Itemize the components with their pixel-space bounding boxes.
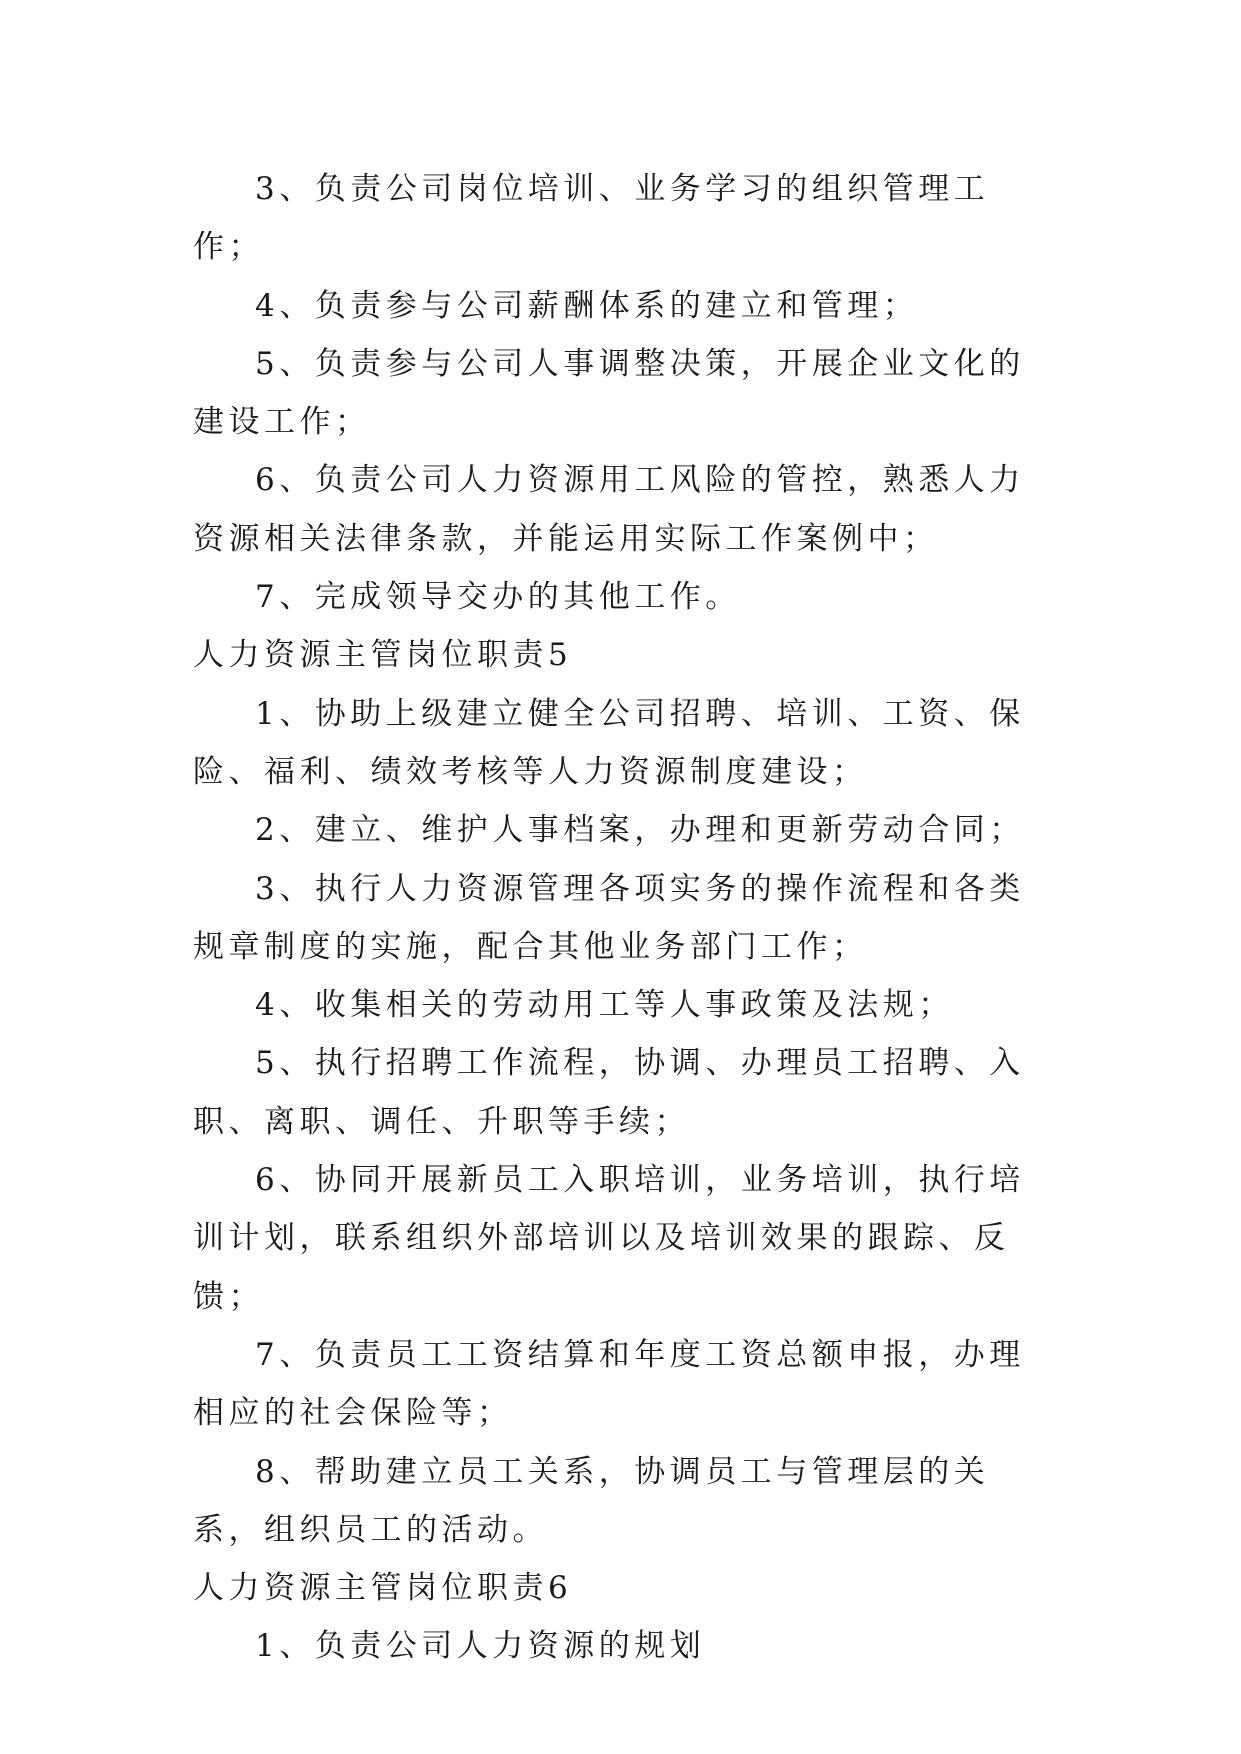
- paragraph-item: 7、负责员工工资结算和年度工资总额申报，办理相应的社会保险等；: [193, 1336, 1025, 1432]
- paragraph-item: 5、执行招聘工作流程，协调、办理员工招聘、入职、离职、调任、升职等手续；: [193, 1045, 1025, 1140]
- paragraph-item: 3、负责公司岗位培训、业务学习的组织管理工作；: [193, 171, 990, 266]
- paragraph-item: 1、负责公司人力资源的规划: [255, 1628, 706, 1665]
- section-heading: 人力资源主管岗位职责5: [193, 637, 573, 674]
- paragraph-item: 2、建立、维护人事档案，办理和更新劳动合同；: [255, 812, 1025, 849]
- paragraph-item: 8、帮助建立员工关系，协调员工与管理层的关系，组织员工的活动。: [193, 1453, 990, 1548]
- paragraph-item: 4、负责参与公司薪酬体系的建立和管理；: [255, 287, 919, 324]
- paragraph-item: 6、协同开展新员工入职培训，业务培训，执行培训计划，联系组织外部培训以及培训效果的跟踪、反馈；: [193, 1162, 1025, 1315]
- paragraph-item: 6、负责公司人力资源用工风险的管控，熟悉人力资源相关法律条款，并能运用实际工作案例中；: [193, 462, 1025, 557]
- paragraph-item: 1、协助上级建立健全公司招聘、培训、工资、保险、福利、绩效考核等人力资源制度建设；: [193, 695, 1025, 790]
- section-heading: 人力资源主管岗位职责6: [193, 1570, 573, 1607]
- paragraph-item: 7、完成领导交办的其他工作。: [255, 579, 741, 616]
- paragraph-item: 5、负责参与公司人事调整决策，开展企业文化的建设工作；: [193, 345, 1025, 441]
- paragraph-item: 3、执行人力资源管理各项实务的操作流程和各类规章制度的实施，配合其他业务部门工作；: [193, 870, 1025, 965]
- paragraph-item: 4、收集相关的劳动用工等人事政策及法规；: [255, 987, 954, 1024]
- document-body: [193, 160, 1053, 1676]
